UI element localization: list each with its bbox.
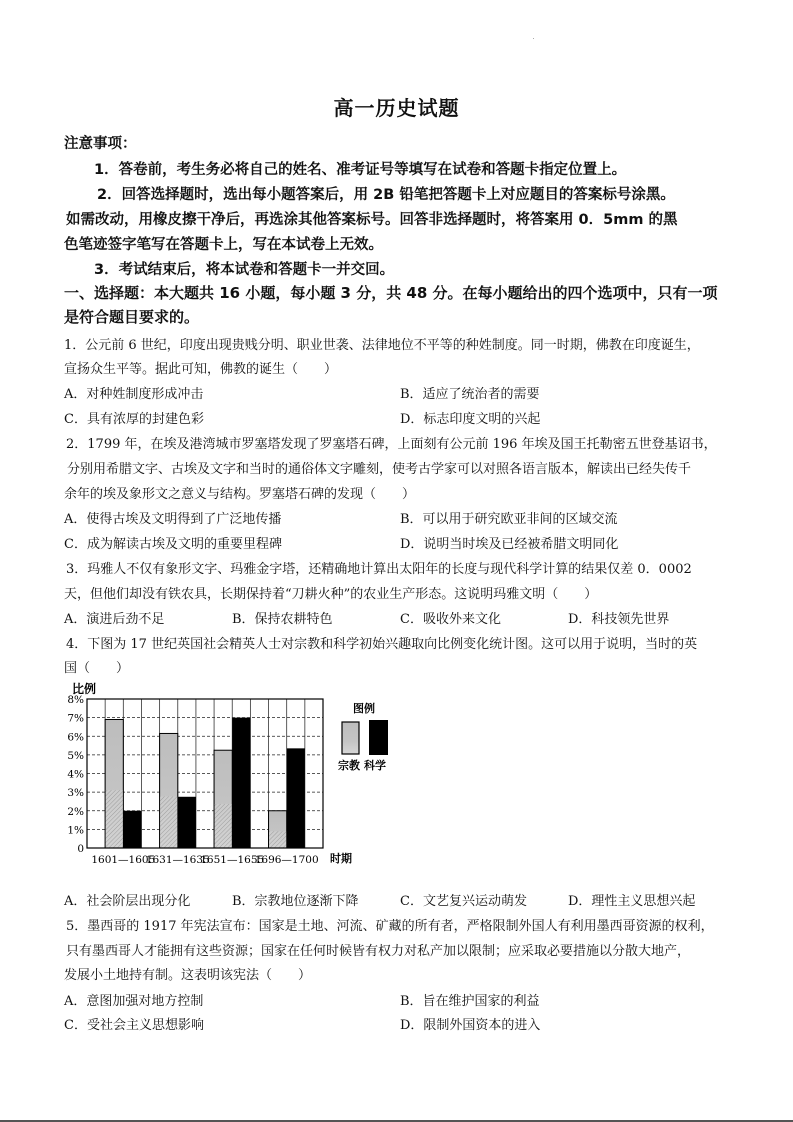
chart-bars bbox=[105, 718, 305, 848]
q3-option-c[interactable]: C．吸收外来文化 bbox=[400, 612, 501, 627]
notice-item-2-cont: 如需改动，用橡皮擦干净后，再选涂其他答案标号。回答非选择题时，将答案用 0．5mm 的黑 bbox=[66, 212, 678, 228]
section-heading: 一、选择题：本大题共 16 小题，每小题 3 分，共 48 分。在每小题给出的四个选项中，只有一项 bbox=[64, 284, 718, 302]
bar-science bbox=[178, 797, 196, 848]
q4-option-c[interactable]: C．文艺复兴运动萌发 bbox=[400, 894, 527, 909]
q4-stem-line-2: 国（ ） bbox=[64, 661, 130, 676]
x-tick-labels bbox=[91, 854, 318, 866]
q5-stem-line-3: 发展小土地持有制。这表明该宪法（ ） bbox=[64, 968, 312, 983]
q5-option-b[interactable]: B．旨在维护国家的利益 bbox=[400, 994, 540, 1009]
interest-ratio-bar-chart bbox=[60, 680, 400, 870]
bar-religion-hatch bbox=[215, 804, 232, 848]
q3-option-b[interactable]: B．保持农耕特色 bbox=[232, 612, 333, 627]
y-tick-label: 1% bbox=[67, 824, 84, 837]
x-tick-label: 1601—1605 bbox=[91, 854, 156, 866]
q3-option-d[interactable]: D．科技领先世界 bbox=[568, 612, 670, 627]
q2-stem-line-2: 分别用希腊文字、古埃及文字和当时的通俗体文字雕刻，使考古学家可以对照各语言版本，解读出已经失传千 bbox=[67, 462, 692, 477]
chart-legend bbox=[338, 701, 388, 772]
x-axis-label: 时期 bbox=[330, 852, 352, 865]
q1-option-c[interactable]: C．具有浓厚的封建色彩 bbox=[64, 412, 204, 427]
bar-religion-hatch bbox=[160, 796, 177, 848]
notice-item-2-cont2: 色笔迹签字笔写在答题卡上，写在本试卷上无效。 bbox=[64, 237, 383, 253]
page-title: 高一历史试题 bbox=[333, 96, 460, 120]
x-tick-label: 1651—1655 bbox=[200, 854, 265, 866]
q5-option-a[interactable]: A．意图加强对地方控制 bbox=[64, 994, 204, 1009]
y-tick-label: 7% bbox=[67, 712, 84, 725]
q2-stem-line-3: 余年的埃及象形文之意义与结构。罗塞塔石碑的发现（ ） bbox=[64, 487, 416, 502]
q4-stem-line-1: 4．下图为 17 世纪英国社会精英人士对宗教和科学初始兴趣取向比例变化统计图。这可以用于说明，当时的英 bbox=[66, 637, 698, 652]
legend-label-religion: 宗教 bbox=[338, 759, 360, 772]
q2-option-a[interactable]: A．使得古埃及文明得到了广泛地传播 bbox=[64, 512, 282, 527]
legend-swatch-religion bbox=[342, 722, 359, 754]
bar-religion-hatch bbox=[106, 790, 123, 848]
q5-option-c[interactable]: C．受社会主义思想影响 bbox=[64, 1018, 204, 1033]
section-heading-cont: 是符合题目要求的。 bbox=[64, 308, 200, 326]
q3-stem-line-2: 天，但他们却没有铁农具，长期保持着“刀耕火种”的农业生产形态。这说明玛雅文明（ ） bbox=[64, 587, 598, 602]
q3-stem-line-1: 3．玛雅人不仅有象形文字、玛雅金字塔，还精确地计算出太阳年的长度与现代科学计算的结果仅差 0．0002 bbox=[66, 562, 692, 577]
y-tick-label: 4% bbox=[67, 768, 84, 781]
q1-option-b[interactable]: B．适应了统治者的需要 bbox=[400, 387, 540, 402]
legend-title: 图例 bbox=[353, 702, 375, 715]
notice-item-2: 2．回答选择题时，选出每小题答案后，用 2B 铅笔把答题卡上对应题目的答案标号涂黑。 bbox=[97, 187, 675, 203]
q5-option-d[interactable]: D．限制外国资本的进入 bbox=[400, 1018, 541, 1033]
q2-option-c[interactable]: C．成为解读古埃及文明的重要里程碑 bbox=[64, 537, 282, 552]
y-tick-label: 3% bbox=[67, 787, 84, 800]
q3-option-a[interactable]: A．演进后劲不足 bbox=[64, 612, 165, 627]
q2-stem-line-1: 2．1799 年，在埃及港湾城市罗塞塔发现了罗塞塔石碑，上面刻有公元前 196 年埃及国王托勒密五世登基诏书， bbox=[66, 437, 717, 452]
legend-label-science: 科学 bbox=[364, 759, 386, 772]
y-tick-label: 0 bbox=[77, 843, 84, 855]
q1-stem-line-1: 1．公元前 6 世纪，印度出现贵贱分明、职业世袭、法律地位不平等的种姓制度。同一时期，佛教在印度诞生， bbox=[64, 338, 700, 353]
q2-option-b[interactable]: B．可以用于研究欧亚非间的区域交流 bbox=[400, 512, 618, 527]
q2-option-d[interactable]: D．说明当时埃及已经被希腊文明同化 bbox=[400, 537, 619, 552]
q1-stem-line-2: 宣扬众生平等。据此可知，佛教的诞生（ ） bbox=[64, 362, 338, 377]
bar-science bbox=[287, 748, 305, 848]
y-tick-label: 2% bbox=[67, 805, 84, 818]
q5-stem-line-1: 5．墨西哥的 1917 年宪法宣布：国家是土地、河流、矿藏的所有者，严格限制外国人有利用墨西哥资源的权利， bbox=[66, 919, 714, 934]
q5-stem-line-2: 只有墨西哥人才能拥有这些资源；国家在任何时候皆有权力对私产加以限制；应采取必要措施以分散大地产， bbox=[66, 944, 691, 959]
bar-religion-hatch bbox=[269, 831, 286, 848]
y-axis-label: 比例 bbox=[72, 682, 97, 696]
q1-option-d[interactable]: D．标志印度文明的兴起 bbox=[400, 412, 541, 427]
x-tick-label: 1631—1635 bbox=[145, 854, 210, 866]
q4-option-d[interactable]: D．理性主义思想兴起 bbox=[568, 894, 696, 909]
y-tick-label: 6% bbox=[67, 731, 84, 744]
x-tick-label: 1696—1700 bbox=[254, 854, 319, 866]
bar-science bbox=[123, 811, 141, 848]
q1-option-a[interactable]: A．对种姓制度形成冲击 bbox=[64, 387, 204, 402]
legend-swatch-science bbox=[369, 720, 388, 755]
y-tick-label: 5% bbox=[67, 749, 84, 762]
notice-item-1: 1．答卷前，考生务必将自己的姓名、准考证号等填写在试卷和答题卡指定位置上。 bbox=[94, 162, 627, 178]
bar-science bbox=[232, 718, 250, 848]
notice-heading: 注意事项： bbox=[64, 136, 137, 152]
y-tick-labels bbox=[67, 694, 84, 855]
y-tick-label: 8% bbox=[67, 694, 84, 706]
q4-option-b[interactable]: B．宗教地位逐渐下降 bbox=[232, 894, 359, 909]
notice-item-3: 3．考试结束后，将本试卷和答题卡一并交回。 bbox=[94, 262, 395, 278]
q4-option-a[interactable]: A．社会阶层出现分化 bbox=[64, 894, 191, 909]
scan-speck bbox=[533, 38, 534, 39]
